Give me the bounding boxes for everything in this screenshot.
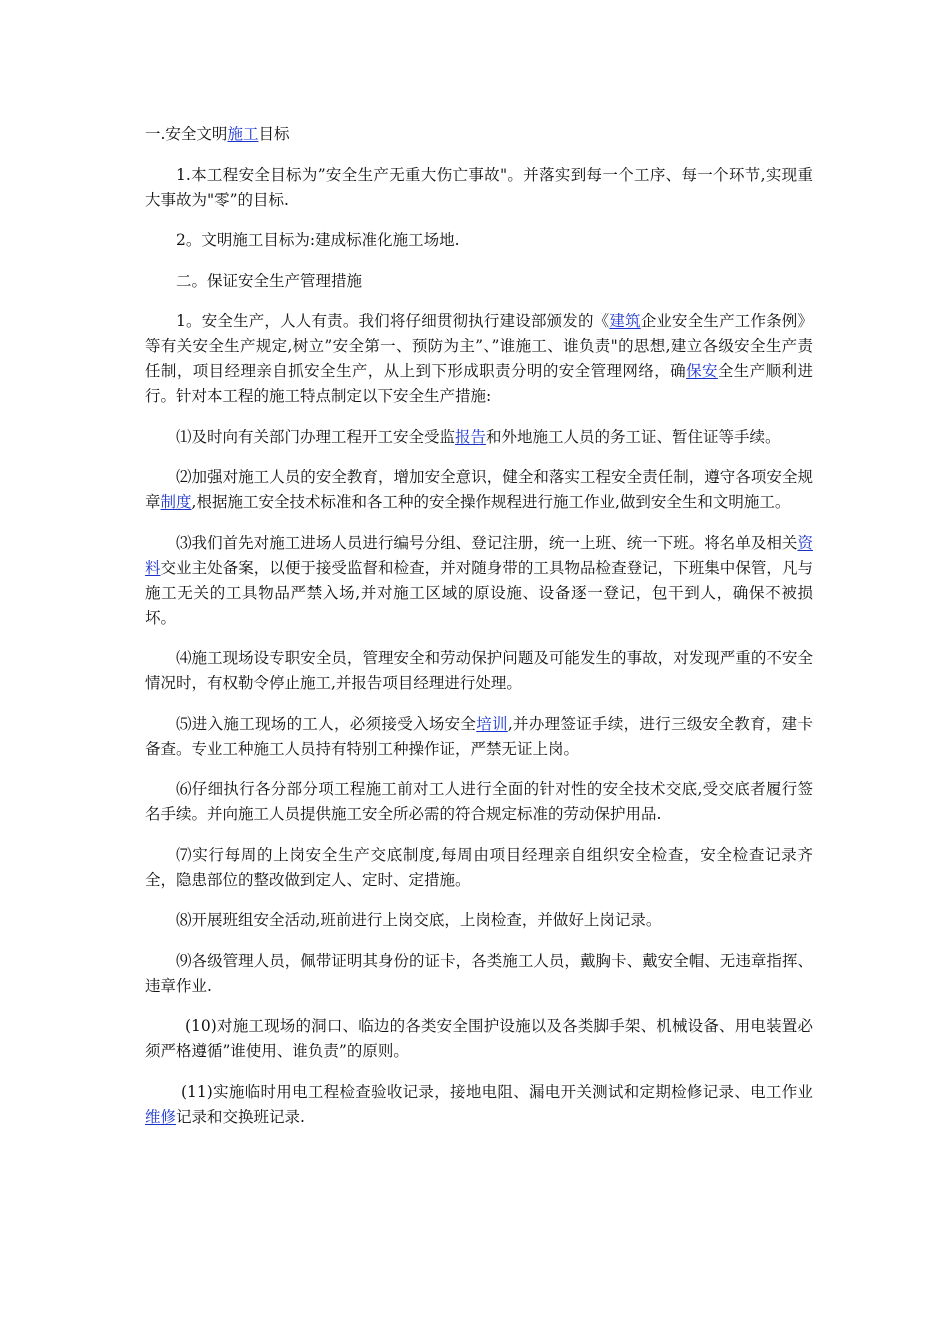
list-item-11: (11)实施临时用电工程检查验收记录，接地电阻、漏电开关测试和定期检修记录、电工作业维修记录和交换班记录. [145,1082,813,1126]
document-body [145,122,813,1145]
link-ziliao[interactable]: 资料 [145,533,813,577]
paragraph-civil-goal: 2。文明施工目标为:建成标准化施工场地. [176,231,460,249]
link-weixiu[interactable]: 维修 [145,1107,177,1126]
section-heading-2: 二。保证安全生产管理措施 [176,271,363,290]
list-item-9: ⑼各级管理人员，佩带证明其身份的证卡，各类施工人员，戴胸卡、戴安全帽、无违章指挥、违章作业. [145,951,813,995]
list-item-1: ⑴及时向有关部门办理工程开工安全受监报告和外地施工人员的务工证、暂住证等手续。 [176,427,781,446]
list-item-8: ⑻开展班组安全活动,班前进行上岗交底，上岗检查，并做好上岗记录。 [176,911,662,929]
list-item-4: ⑷施工现场设专职安全员，管理安全和劳动保护问题及可能发生的事故，对发现严重的不安全情况时，有权勒令停止施工,并报告项目经理进行处理。 [145,649,813,692]
paragraph-safety-goal: 1.本工程安全目标为”安全生产无重大伤亡事故"。并落实到每一个工序、每一个环节,实现重大事故为"零”的目标. [145,165,813,209]
list-item-2: ⑵加强对施工人员的安全教育，增加安全意识，健全和落实工程安全责任制，遵守各项安全规章制度,根据施工安全技术标准和各工种的安全操作规程进行施工作业,做到安全生和文明施工。 [145,468,813,511]
list-item-7: ⑺实行每周的上岗安全生产交底制度,每周由项目经理亲自组织安全检查，安全检查记录齐全，隐患部位的整改做到定人、定时、定措施。 [145,845,813,889]
list-item-10: (10)对施工现场的洞口、临边的各类安全围护设施以及各类脚手架、机械设备、用电装置必须严格遵循”谁使用、谁负责”的原则。 [145,1017,813,1060]
list-item-6: ⑹仔细执行各分部分项工程施工前对工人进行全面的针对性的安全技术交底,受交底者履行签名手续。并向施工人员提供施工安全所必需的符合规定标准的劳动保护用品. [145,780,813,823]
list-item-5: ⑸进入施工现场的工人，必须接受入场安全培训,并办理签证手续，进行三级安全教育，建卡备查。专业工种施工人员持有特别工种操作证，严禁无证上岗。 [145,714,813,758]
list-item-3: ⑶我们首先对施工进场人员进行编号分组、登记注册，统一上班、统一下班。将名单及相关资料交业主处备案，以便于接受监督和检查，并对随身带的工具物品检查登记，下班集中保管，凡与施工无关的工具物品严禁入场,并对施工区域的原设施、设备逐一登记，包干到人，确保不被损坏。 [145,533,813,627]
link-jianzhu[interactable]: 建筑 [609,312,641,330]
link-baogao[interactable]: 报告 [455,427,487,446]
paragraph-responsibility: 1。安全生产，人人有责。我们将仔细贯彻执行建设部颁发的《建筑企业安全生产工作条例》等有关安全生产规定,树立”安全第一、预防为主”、”谁施工、谁负责"的思想,建立各级安全生产责任制，项目经理亲自抓安全生产，从上到下形成职责分明的安全管理网络，确保安全生产顺利进行。针对本工程的施工特点制定以下安全生产措施: [145,312,813,405]
link-baoan[interactable]: 保安 [686,362,718,380]
link-zhidu[interactable]: 制度 [160,493,192,511]
section-heading-1: 一.安全文明施工目标 [145,125,290,143]
link-shigong[interactable]: 施工 [227,125,259,143]
link-peixun[interactable]: 培训 [476,714,508,733]
